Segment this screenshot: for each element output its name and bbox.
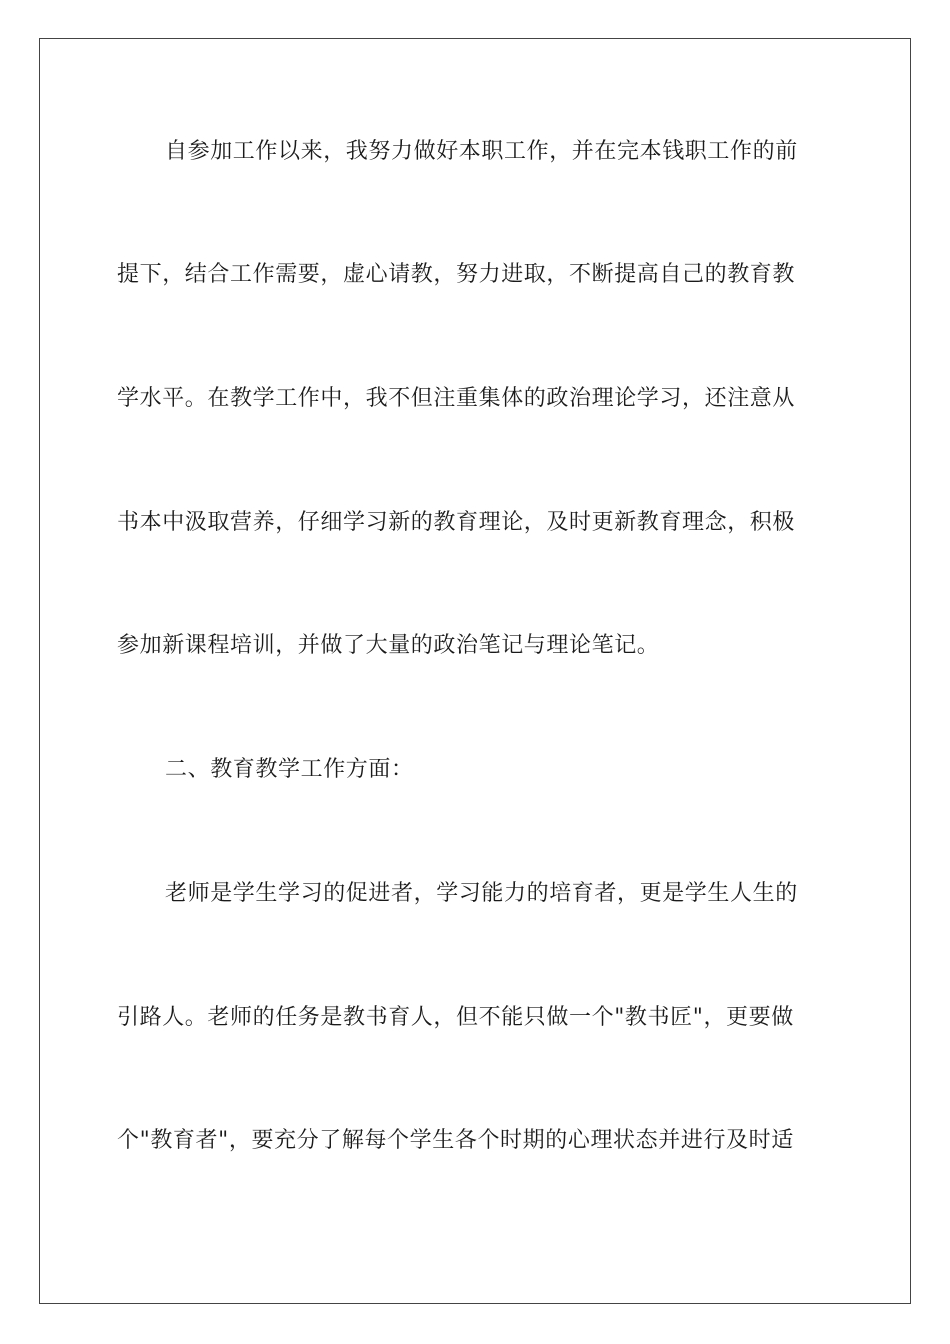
paragraph-1-line-5: 参加新课程培训，并做了大量的政治笔记与理论笔记。 [117,633,660,658]
paragraph-2-line-1: 老师是学生学习的促进者，学习能力的培育者，更是学生人生的 [165,881,798,906]
paragraph-1-line-3: 学水平。在教学工作中，我不但注重集体的政治理论学习，还注意从 [117,386,796,411]
section-heading: 二、教育教学工作方面： [165,757,414,782]
paragraph-1-line-1: 自参加工作以来，我努力做好本职工作，并在完本钱职工作的前 [165,139,798,164]
page-border [39,38,911,1304]
paragraph-1-line-2: 提下，结合工作需要，虚心请教，努力进取，不断提高自己的教育教 [117,262,796,287]
paragraph-2-line-3: 个"教育者"，要充分了解每个学生各个时期的心理状态并进行及时适 [117,1128,794,1153]
paragraph-1-line-4: 书本中汲取营养，仔细学习新的教育理论，及时更新教育理念，积极 [117,510,796,535]
paragraph-2-line-2: 引路人。老师的任务是教书育人，但不能只做一个"教书匠"，更要做 [117,1005,794,1030]
